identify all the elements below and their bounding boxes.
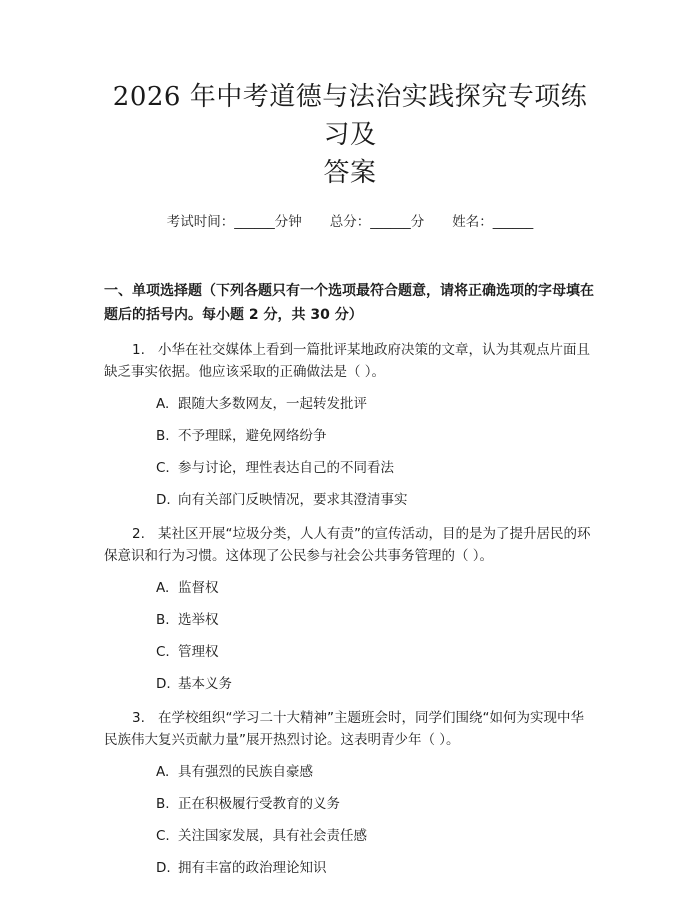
- option-b: [104, 609, 596, 631]
- option-c: [104, 457, 596, 479]
- option-text: 拥有丰富的政治理论知识: [178, 860, 327, 876]
- question-number: 1.: [132, 342, 145, 358]
- option-text: 选举权: [178, 612, 219, 628]
- option-text: 向有关部门反映情况，要求其澄清事实: [178, 492, 408, 508]
- question-3: [104, 707, 596, 751]
- option-text: 跟随大多数网友，一起转发批评: [178, 396, 367, 412]
- option-letter: A.: [156, 764, 170, 780]
- option-letter: B.: [156, 428, 170, 444]
- page-title: [104, 0, 596, 192]
- option-letter: C.: [156, 828, 170, 844]
- option-letter: D.: [156, 492, 171, 508]
- option-d: [104, 489, 596, 511]
- option-text: 基本义务: [178, 676, 232, 692]
- exam-score: 总分：______分: [329, 214, 425, 230]
- option-text: 参与讨论，理性表达自己的不同看法: [178, 460, 394, 476]
- option-letter: D.: [156, 860, 171, 876]
- question-1-options: [104, 393, 596, 511]
- option-b: [104, 425, 596, 447]
- question-2: [104, 523, 596, 567]
- option-letter: C.: [156, 644, 170, 660]
- title-line-1: 2026 年中考道德与法治实践探究专项练习及: [112, 82, 588, 150]
- question-1: [104, 339, 596, 383]
- exam-meta: [104, 212, 596, 232]
- option-d: [104, 857, 596, 879]
- question-number: 2.: [132, 526, 145, 542]
- question-number: 3.: [132, 710, 145, 726]
- option-d: [104, 673, 596, 695]
- option-text: 不予理睬，避免网络纷争: [178, 428, 327, 444]
- question-text: 小华在社交媒体上看到一篇批评某地政府决策的文章，认为其观点片面且缺乏事实依据。他应该采取的正确做法是（ ）。: [104, 342, 590, 380]
- option-text: 监督权: [178, 580, 219, 596]
- exam-time: 考试时间：______分钟: [166, 214, 302, 230]
- question-3-options: [104, 761, 596, 879]
- option-c: [104, 641, 596, 663]
- option-text: 正在积极履行受教育的义务: [178, 796, 340, 812]
- option-a: [104, 577, 596, 599]
- option-letter: D.: [156, 676, 171, 692]
- option-a: [104, 761, 596, 783]
- student-name: 姓名：______: [452, 214, 534, 230]
- question-text: 某社区开展“垃圾分类，人人有责”的宣传活动，目的是为了提升居民的环保意识和行为习惯。这体现了公民参与社会公共事务管理的（ ）。: [104, 526, 591, 564]
- question-text: 在学校组织“学习二十大精神”主题班会时，同学们围绕“如何为实现中华民族伟大复兴贡献力量”展开热烈讨论。这表明青少年（ ）。: [104, 710, 584, 748]
- option-text: 管理权: [178, 644, 219, 660]
- option-letter: A.: [156, 580, 170, 596]
- option-c: [104, 825, 596, 847]
- option-letter: A.: [156, 396, 170, 412]
- title-line-2: 答案: [323, 158, 377, 188]
- option-text: 关注国家发展，具有社会责任感: [178, 828, 367, 844]
- option-text: 具有强烈的民族自豪感: [178, 764, 313, 780]
- section-heading: 一、单项选择题（下列各题只有一个选项最符合题意，请将正确选项的字母填在题后的括号内。每小题 2 分，共 30 分）: [104, 283, 594, 323]
- option-b: [104, 793, 596, 815]
- question-2-options: [104, 577, 596, 695]
- option-a: [104, 393, 596, 415]
- option-letter: C.: [156, 460, 170, 476]
- option-letter: B.: [156, 796, 170, 812]
- option-letter: B.: [156, 612, 170, 628]
